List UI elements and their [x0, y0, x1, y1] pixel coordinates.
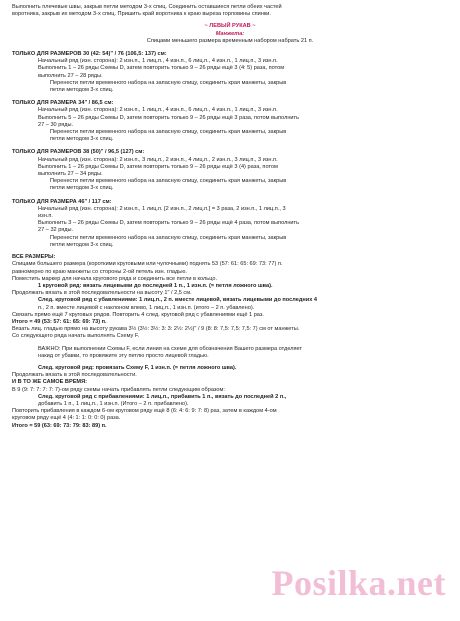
cast-on-line: Спицами меньшего размера временным набором набрать 21 п. — [146, 37, 314, 44]
instruction-line: 27 – 30 ряды. — [38, 121, 74, 128]
final-block — [12, 365, 448, 430]
instruction-line: Выполнить 5 – 26 ряды Схемы D, затем повторить только 9 – 26 ряды ещё 3 раза, потом выполнить — [38, 114, 300, 121]
instruction-line: добавить 1 п., 1 лиц.п., 1 изн.п. (Итого – 2 п. прибавлено). — [38, 400, 189, 407]
instruction-line: Перенести петли временного набора на запасную спицу, соединить края манжеты, закрыв — [50, 129, 287, 136]
important-note — [12, 346, 448, 353]
instruction-line: петли методом 3-х спиц. — [50, 185, 114, 192]
instruction-line: изн.п. — [38, 213, 53, 220]
instruction-line: Перенести петли временного набора на запасную спицу, соединить края манжеты, закрыв — [50, 79, 287, 86]
instruction-line: Связать прямо ещё 7 круговых рядов. Повторить 4 след. круговой ряд с убавлениями ещё 1 раз. — [12, 311, 264, 318]
instruction-line: След. круговой ряд: провязать Схему F, 1 изн.п. (= петля ложного шва). — [38, 364, 237, 371]
instruction-line: Начальный ряд (изн. сторона): 2 изн.п., 1 лиц.п., 4 изн.п., 6 лиц.п., 4 изн.п., 1 лиц.п., 3 изн.п. — [38, 107, 278, 114]
instruction-line: Перенести петли временного набора на запасную спицу, соединить края манжеты, закрыв — [50, 178, 287, 185]
instruction-line: 27 – 32 ряды. — [38, 227, 74, 234]
section-title: ~ ЛЕВЫЙ РУКАВ ~ — [204, 23, 256, 30]
instruction-line: Начальный ряд (изн. сторона): 2 изн.п., 3 лиц.п., 2 изн.п., 4 лиц.п., 2 изн.п., 3 лиц.п., 3 изн.п. — [38, 156, 278, 163]
instruction-line: Итого = 49 (53: 57: 61: 65: 69: 73) п. — [12, 318, 107, 325]
instruction-line: п., 2 п. вместе лицевой с наклоном влево, 1 лиц.п., 1 изн.п. (итого – 2 п. убавлено). — [38, 304, 255, 311]
size-heading: ТОЛЬКО ДЛЯ РАЗМЕРА 46" / 117 см: — [12, 198, 112, 205]
all-sizes-block — [12, 261, 448, 340]
instruction-line: равномерно по краю манжеты со стороны 2-ой петель изн. гладью. — [12, 268, 187, 275]
intro-line: воротника, закрыв их методом 3-х спиц. Пришить край воротника к краю выреза горловины спинки. — [12, 11, 271, 18]
section-subtitle: Манжета: — [215, 30, 245, 37]
instruction-line: В 9 (9: 7: 7: 7: 7: 7)-ом ряду схемы начать прибавлять петли следующим образом: — [12, 386, 225, 393]
instruction-line: Вязать лиц. гладью прямо на высоту рукава 3½ (3½: 3½: 3: 3: 2½: 2½)" / 9 (8: 8: 7,5: 7,5: 7,5: 7) см от манжеты. — [12, 326, 300, 333]
instruction-line: выполнить 27 – 34 ряды. — [38, 171, 103, 178]
instruction-line: петли методом 3-х спиц. — [50, 87, 114, 94]
instruction-line: След. круговой ряд с прибавлениями: 1 лиц.п., прибавить 1 п., вязать до последней 2 п., — [38, 393, 287, 400]
instruction-line: Начальный ряд (изн. сторона): 2 изн.п., 1 лиц.п., 4 изн.п., 6 лиц.п., 4 изн.п., 1 лиц.п., 3 изн.п. — [38, 58, 278, 65]
instruction-line: Выполнить 1 – 26 ряды Схемы D, затем повторить только 9 – 26 ряды ещё 3 (4) раза, потом — [38, 163, 278, 170]
instruction-line: Продолжать вязать в этой последовательности. — [12, 372, 137, 379]
instruction-line: Перенести петли временного набора на запасную спицу, соединить края манжеты, закрыв — [50, 234, 287, 241]
size-sections — [12, 51, 448, 249]
size-heading: ТОЛЬКО ДЛЯ РАЗМЕРА 34" / 86,5 см: — [12, 100, 114, 107]
instruction-line: петли методом 3-х спиц. — [50, 136, 114, 143]
instruction-line: Повторить прибавления в каждом 6-ом круговом ряду ещё 8 (6: 4: 6: 9: 7: 8) раз, затем в каждом 4-ом — [12, 408, 277, 415]
all-sizes-heading: ВСЕ РАЗМЕРЫ: — [12, 254, 56, 261]
instruction-line: Выполнить 3 – 26 ряды Схемы D, затем повторить только 9 – 26 ряды ещё 4 раза, потом выполнить — [38, 220, 300, 227]
size-heading: ТОЛЬКО ДЛЯ РАЗМЕРОВ 38 (50)" / 96,5 (127) см: — [12, 149, 145, 156]
instruction-line: Поместить маркер для начала кругового ряда и соединить все петли в кольцо. — [12, 275, 218, 282]
instruction-line: 1 круговой ряд: вязать лицевыми до последней 1 п., 1 изн.п. (= петля ложного шва). — [38, 282, 273, 289]
instruction-line: Со следующего ряда начать выполнять Схему F. — [12, 333, 140, 340]
instruction-line: Продолжать вязать в этой последовательности на высоту 1" / 2,5 см. — [12, 290, 192, 297]
instruction-line: круговом ряду ещё 4 (4: 1: 1: 0: 0: 0) раза. — [12, 415, 121, 422]
instruction-line: След. круговой ряд с убавлениями: 1 лиц.п., 2 п. вместе лицевой, вязать лицевыми до последних 4 — [38, 297, 318, 304]
instruction-line: И В ТО ЖЕ САМОЕ ВРЕМЯ: — [12, 379, 87, 386]
instruction-line: петли методом 3-х спиц. — [50, 241, 114, 248]
size-heading: ТОЛЬКО ДЛЯ РАЗМЕРОВ 30 (42: 54)" / 76 (106,5: 137) см: — [12, 51, 167, 58]
instruction-line: Начальный ряд (изн. сторона): 2 изн.п., 1 лиц.п. [2 изн.п., 2 лиц.п.] = 3 раза, 2 изн.п., 1 лиц.п., 3 — [38, 205, 286, 212]
instruction-line: Итого = 59 (63: 69: 73: 79: 83: 89) п. — [12, 422, 107, 429]
instruction-line: Выполнить 1 – 26 ряды Схемы D, затем повторить только 9 – 26 ряды ещё 3 (4: 5) раза, потом — [38, 65, 285, 72]
instruction-line: Спицами большего размера (короткими круговыми или чулочными) поднять 53 (57: 61: 65: 69: 73: 77) п. — [12, 261, 283, 268]
posilka-watermark: Posilka.net — [271, 562, 446, 603]
intro-line: Выполнить плечевые швы, закрыв петли методом 3-х спиц. Соединить оставшиеся петли обеих частей — [12, 4, 282, 10]
important-note-cont: накид от убавки, то провяжите эту петлю просто лицевой гладью. — [38, 352, 209, 359]
intro-block — [12, 4, 448, 18]
instruction-line: выполнить 27 – 28 ряды. — [38, 72, 103, 79]
important-note-text: ВАЖНО: При выполнении Схемы F, если линия на схеме для обозначения Вашего размера отделяет — [38, 345, 303, 352]
